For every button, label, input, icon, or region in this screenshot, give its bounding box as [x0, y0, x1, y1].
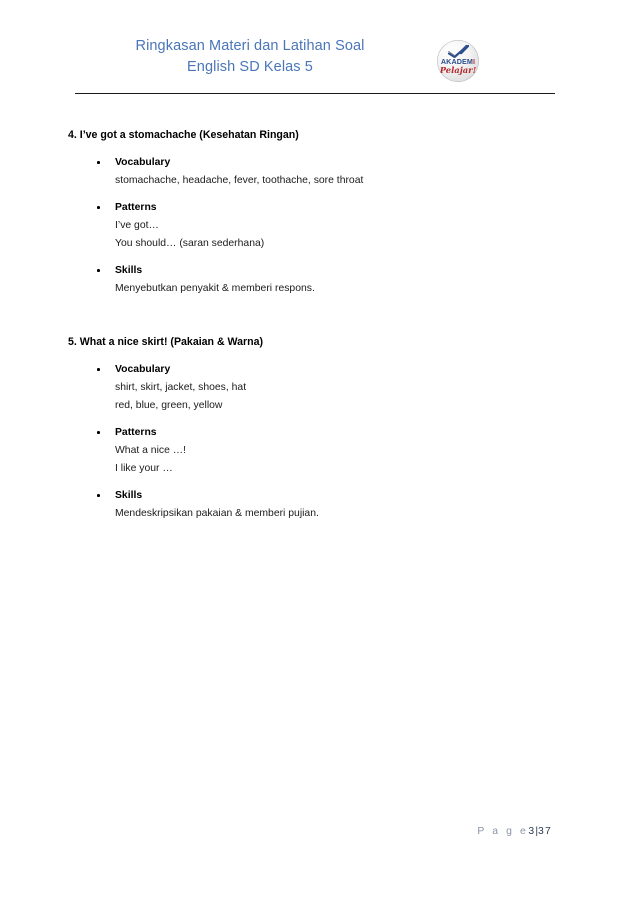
- list-item: [0, 200, 640, 215]
- header-title-line-2: English SD Kelas 5: [187, 59, 313, 75]
- bullet-dot-icon: [97, 494, 100, 497]
- akademi-pelajar-logo: [437, 40, 479, 82]
- page-header: [0, 0, 640, 100]
- bullet-dot-icon: [97, 161, 100, 164]
- footer-page-number: 3: [528, 826, 536, 837]
- logo-akademi-accent: I: [473, 56, 476, 66]
- logo-akademi-main: AKADEM: [440, 56, 474, 66]
- page-number-indicator: [477, 824, 552, 840]
- item-label: Vocabulary: [115, 157, 171, 168]
- logo-pelajar-main: Pelajar: [439, 64, 473, 75]
- item-label: Patterns: [115, 427, 157, 438]
- header-title-line-1: Ringkasan Materi dan Latihan Soal: [135, 38, 365, 54]
- item-label: Patterns: [115, 202, 157, 213]
- item-detail-line: I like your …: [115, 463, 173, 474]
- bullet-dot-icon: [97, 431, 100, 434]
- item-label: Vocabulary: [115, 364, 171, 375]
- list-item: [0, 263, 640, 278]
- item-detail-line: red, blue, green, yellow: [115, 400, 223, 411]
- item-detail-line: stomachache, headache, fever, toothache, sore throat: [115, 175, 364, 186]
- logo-pelajar-text: [437, 66, 479, 75]
- item-detail-line: shirt, skirt, jacket, shoes, hat: [115, 382, 247, 393]
- bullet-dot-icon: [97, 269, 100, 272]
- item-detail-line: What a nice …!: [115, 445, 187, 456]
- item-label: Skills: [115, 490, 143, 501]
- list-item: [0, 155, 640, 170]
- list-item: [0, 362, 640, 377]
- logo-pelajar-accent: !: [472, 64, 477, 75]
- header-title-block: [75, 36, 425, 78]
- item-detail-line: Mendeskripsikan pakaian & memberi pujian.: [115, 508, 319, 519]
- list-item: [0, 425, 640, 440]
- section-4-heading: 4. I’ve got a stomachache (Kesehatan Ringan): [68, 129, 299, 141]
- footer-separator: |: [535, 826, 539, 837]
- bullet-dot-icon: [97, 368, 100, 371]
- item-detail-line: I’ve got…: [115, 220, 159, 231]
- item-detail-line: You should… (saran sederhana): [115, 238, 265, 249]
- item-label: Skills: [115, 265, 143, 276]
- logo-badge-circle: [437, 40, 479, 82]
- footer-page-total: 37: [538, 826, 552, 837]
- header-divider-rule: [75, 93, 555, 94]
- list-item: [0, 488, 640, 503]
- item-detail-line: Menyebutkan penyakit & memberi respons.: [115, 283, 315, 294]
- section-5-heading: 5. What a nice skirt! (Pakaian & Warna): [68, 336, 264, 348]
- bullet-dot-icon: [97, 206, 100, 209]
- footer-page-word: P a g e: [477, 826, 529, 837]
- page-footer: [0, 824, 640, 844]
